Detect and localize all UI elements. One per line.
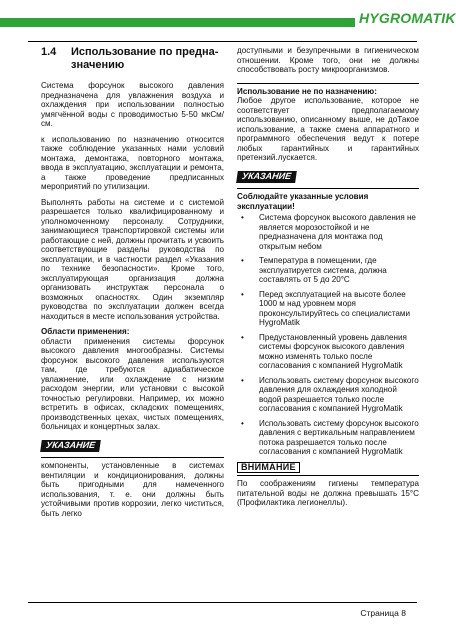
footer-rule bbox=[28, 602, 417, 603]
page-header bbox=[0, 0, 456, 41]
header-band bbox=[0, 18, 355, 27]
left-column bbox=[41, 46, 224, 524]
divider bbox=[237, 475, 419, 476]
conditions-list bbox=[237, 213, 419, 457]
right-column bbox=[237, 46, 419, 514]
continued-paragraph: доступными и безупречными в гигиеническом отношении. Кроме того, они не должны способствовать росту микроорганизмов. bbox=[237, 46, 419, 74]
intended-use-paragraph: к использованию по назначению относится также соблюдение указанных нами условий монтажа, демонтажа, повторного монтажа, ввода в эксплуатацию, эксплуатации и ремонта, а также проведение предписанных мероприятий по утилизации. bbox=[41, 134, 224, 191]
divider bbox=[41, 457, 224, 458]
personnel-paragraph: Выполнять работы на системе и с системой разрешается только квалифицированному и уполномоченному персоналу. Сотрудники, занимающиеся транспортировкой системы или работающие с ней, должны прочитать и усвоить соответствующие разделы руководства по эксплуатации, и в частности раздел «Указания по технике безопасности». Кроме того, эксплуатирующая организация должна организовать инструктаж персонала о возможных опасностях. Один экземпляр руководства по эксплуатации должен всегда находиться в месте использования устройства. bbox=[41, 197, 224, 321]
list-item: • Предустановленный уровень давления системы форсунок высокого давления можно изменять только после согласования с компанией HygroMatik bbox=[237, 333, 419, 371]
page-number: Страница 8 bbox=[360, 608, 406, 618]
section-heading: 1.4 Использование по предна- значению bbox=[41, 46, 219, 71]
note-paragraph: компоненты, установленные в системах вентиляции и кондиционирования, должны быть пригодными для намеченного использования, т. е. они должны быть устойчивыми против коррозии, легко чиститься, быть легко bbox=[41, 461, 224, 518]
list-item: • Использовать систему форсунок высокого давления с вертикальным направлением потока разрешается только после согласования с компанией HygroMatik bbox=[237, 419, 419, 457]
misuse-paragraph: Любое другое использование, которое не соответствует предполагаемому использованию, описанному выше, не доТакое использование, а также смена аппаратного и программного обеспечения ведут к потере любых гарантийных и гарантийных претензий.лускается. bbox=[237, 96, 419, 162]
warning-badge: УКАЗАНИЕ bbox=[236, 171, 297, 183]
divider bbox=[237, 188, 419, 189]
areas-heading: Области применения: bbox=[41, 327, 130, 336]
hygromatik-logo: HYGROMATIK bbox=[359, 10, 456, 26]
list-item: • Температура в помещении, где эксплуатируется система, должна составлять от 5 до 20°C bbox=[237, 256, 419, 285]
intro-paragraph: Система форсунок высокого давления предназначена для увлажнения воздуха и охлаждения при использовании полностью умягчённой воды с проводимостью 5-50 мкСм/см. bbox=[41, 81, 224, 128]
list-item: • Система форсунок высокого давления не является морозостойкой и не предназначена для монтажа под открытым небом bbox=[237, 213, 419, 251]
list-item: • Использовать систему форсунок высокого давления для охлаждения холодной водой разрешается только после согласования с компанией HygroMatik bbox=[237, 376, 419, 414]
misuse-heading: Использование не по назначению: bbox=[237, 86, 377, 96]
attention-paragraph: По соображениям гигиены температура питательной воды не должна превышать 15°C (Профилактика легионеллы). bbox=[237, 479, 419, 507]
divider bbox=[237, 83, 419, 84]
conditions-heading: Соблюдайте указанные условия эксплуатации! bbox=[237, 192, 369, 211]
list-item: • Перед эксплуатацией на высоте более 1000 м над уровнем моря проконсультируйтесь со специалистами HygroMatik bbox=[237, 290, 419, 328]
header-rule bbox=[28, 41, 417, 42]
attention-label: ВНИМАНИЕ bbox=[237, 462, 300, 474]
note-badge: УКАЗАНИЕ bbox=[40, 440, 101, 452]
areas-paragraph: области применения системы форсунок высокого давления многообразны. Системы форсунок высокого давления используются там, где требуются адиабатическое увлажнение, или охлаждение с низким расходом энергии, или установки с высокой точностью регулировки. Например, их можно встретить в офисах, складских помещениях, производственных цехах, чистых помещениях, больницах и концертных залах. bbox=[41, 336, 224, 431]
